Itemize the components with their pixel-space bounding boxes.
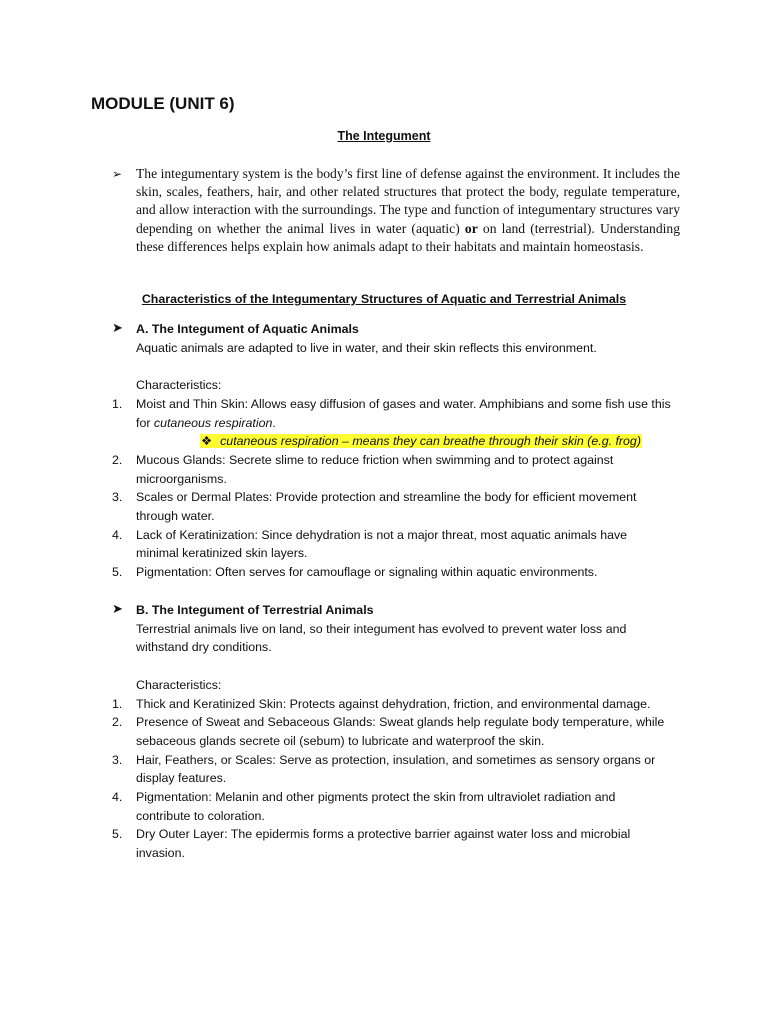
aquatic-section (112, 320, 672, 582)
list-item (112, 788, 672, 825)
list-number: 3. (112, 490, 123, 505)
list-item (112, 825, 672, 862)
list-number: 5. (112, 565, 123, 580)
list-item (112, 751, 672, 788)
aquatic-heading: A. The Integument of Aquatic Animals (136, 322, 359, 336)
list-text: Thick and Keratinized Skin: Protects against dehydration, friction, and environmental damage. (136, 696, 651, 711)
list-text: Hair, Feathers, or Scales: Serve as protection, insulation, and sometimes as sensory organs or display features. (136, 752, 656, 786)
list-number: 2. (112, 715, 123, 730)
document-title: The Integument (337, 129, 431, 143)
list-number: 2. (112, 452, 123, 467)
intro-bold-or: or (464, 220, 478, 236)
arrow-bullet-icon: ➤ (112, 321, 123, 336)
list-number: 5. (112, 827, 123, 842)
intro-text (136, 165, 680, 256)
aquatic-lead: Aquatic animals are adapted to live in water, and their skin reflects this environment. (136, 340, 597, 355)
list-text: Pigmentation: Melanin and other pigments protect the skin from ultraviolet radiation and contribute to coloration. (136, 790, 616, 823)
list-text: Mucous Glands: Secrete slime to reduce friction when swimming and to protect against microorganisms. (136, 452, 614, 486)
list-item (112, 526, 672, 563)
list-number: 1. (112, 696, 123, 711)
list-item (112, 695, 672, 714)
list-number: 1. (112, 396, 123, 411)
list-text: Scales or Dermal Plates: Provide protection and streamline the body for efficient movement through water. (136, 490, 637, 524)
list-text: Pigmentation: Often serves for camouflage or signaling within aquatic environments. (136, 565, 598, 580)
intro-paragraph (112, 165, 680, 256)
highlight (200, 434, 642, 448)
aquatic-characteristics-label: Characteristics: (136, 378, 222, 393)
list-item (112, 713, 672, 750)
module-title: MODULE (UNIT 6) (91, 94, 235, 113)
terrestrial-list (112, 695, 672, 863)
highlighted-note (200, 432, 672, 451)
list-text: Lack of Keratinization: Since dehydration is not a major threat, most aquatic animals have minimal keratinized skin layers. (136, 527, 628, 561)
aquatic-list-rest (112, 451, 672, 582)
note-text: cutaneous respiration – means they can breathe through their skin (e.g. frog) (220, 434, 641, 449)
aquatic-list (112, 395, 672, 432)
list-item (112, 451, 672, 488)
terrestrial-lead: Terrestrial animals live on land, so their integument has evolved to prevent water loss and withstand dry conditions. (136, 621, 627, 655)
list-text-end: . (272, 415, 276, 430)
arrow-bullet-icon: ➤ (112, 602, 123, 617)
list-number: 4. (112, 790, 123, 805)
list-italic-term: cutaneous respiration (153, 415, 273, 430)
list-text: Moist and Thin Skin: Allows easy diffusion of gases and water. Amphibians and some fish use this for (136, 396, 671, 430)
terrestrial-heading: B. The Integument of Terrestrial Animals (136, 603, 374, 617)
diamond-bullet-icon: ❖ (201, 434, 213, 449)
intro-text-end: on land (terrestrial). Understanding these differences helps explain how animals adapt to their habitats and maintain homeostasis. (136, 220, 680, 254)
list-text: Dry Outer Layer: The epidermis forms a protective barrier against water loss and microbial invasion. (136, 827, 631, 861)
terrestrial-section (112, 601, 672, 863)
list-item (112, 563, 672, 582)
list-item (112, 395, 672, 432)
terrestrial-characteristics-label: Characteristics: (136, 677, 222, 692)
section-title: Characteristics of the Integumentary Structures of Aquatic and Terrestrial Animals (141, 292, 627, 306)
list-item (112, 488, 672, 525)
intro-text-start: The integumentary system is the body’s first line of defense against the environment. It includes the skin, scales, feathers, hair, and other related structures that protect the body, regulate temperature, and allow interaction with the surroundings. The type and function of integumentary structures vary depending on whether the animal lives in water (aquatic) (136, 166, 680, 236)
list-text: Presence of Sweat and Sebaceous Glands: Sweat glands help regulate body temperature, while sebaceous glands secrete oil (sebum) to lubricate and waterproof the skin. (136, 715, 665, 748)
list-number: 4. (112, 527, 123, 542)
arrowhead-bullet-icon: ➢ (112, 167, 123, 181)
list-number: 3. (112, 752, 123, 767)
